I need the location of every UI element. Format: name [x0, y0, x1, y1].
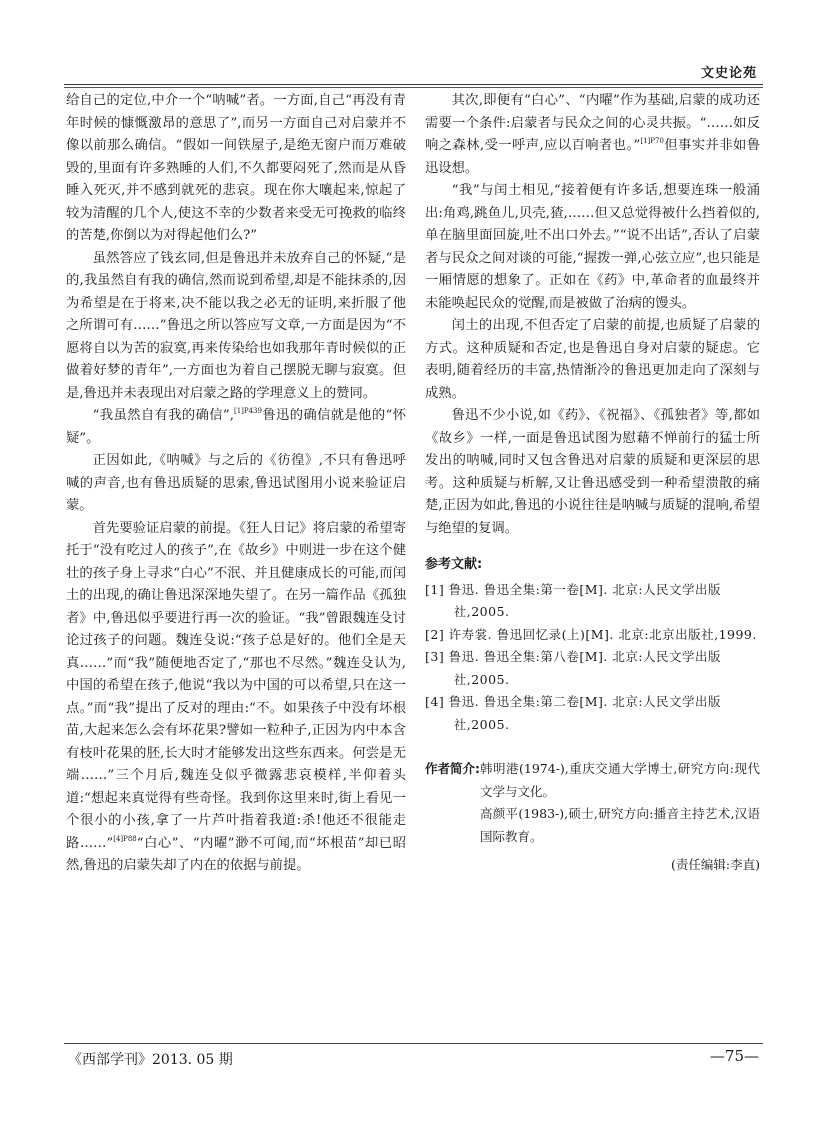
reference-item: [4] 鲁迅. 鲁迅全集:第二卷[M]. 北京:人民文学出版社,2005. [425, 694, 722, 732]
reference-item: [2] 许寿裳. 鲁迅回忆录(上)[M]. 北京:北京出版社,1999. [425, 626, 757, 642]
right-column [425, 90, 760, 970]
citation-ref: [1]P70 [640, 137, 664, 145]
page-number: —75— [709, 1047, 759, 1065]
editor-note: (责任编辑:李直) [671, 857, 760, 872]
footer-rule [64, 1043, 763, 1044]
left-column [66, 90, 406, 960]
author-info [425, 758, 760, 848]
section-tag: 文史论苑 [700, 66, 757, 81]
references-title: 参考文献: [425, 557, 483, 572]
citation-ref: [1]P439 [233, 407, 262, 415]
reference-item: [1] 鲁迅. 鲁迅全集:第一卷[M]. 北京:人民文学出版社,2005. [425, 581, 722, 619]
right-paragraph: 鲁迅不少小说,如《药》、《祝福》、《孤独者》等,都如《故乡》一样,一面是鲁迅试图为慰藉不惮前行的猛士所发出的呐喊,同时又包含鲁迅对启蒙的质疑和更深层的思考。这种质疑与析解,又让鲁迅感受到一种希望溃散的痛楚,正因为如此,鲁迅的小说往往是呐喊与质疑的混响,希望与绝望的复调。 [425, 408, 760, 536]
author-line-2: 高颜平(1983-),硕士,研究方向:播音主持艺术,汉语国际教育。 [480, 806, 760, 844]
citation-ref: [4]P88 [113, 834, 137, 843]
left-paragraph: 虽然答应了钱玄同,但是鲁迅并未放弃自己的怀疑,“是的,我虽然自有我的确信,然而说到希望,却是不能抹杀的,因为希望是在于将来,决不能以我之必无的证明,来折服了他之所谓可有……”鲁迅之所以答应写文章,一方面是因为“不愿将自以为苦的寂寞,再来传染给也如我那年青时候似的正做着好梦的青年”,一方面也为着自己摆脱无聊与寂寞。但是,鲁迅并未表现出对启蒙之路的学理意义上的赞同。 [66, 250, 406, 401]
reference-item: [3] 鲁迅. 鲁迅全集:第八卷[M]. 北京:人民文学出版社,2005. [425, 649, 722, 687]
journal-name: 《西部学刊》2013. 05 期 [68, 1052, 233, 1068]
header-rule-thin [64, 87, 763, 88]
left-paragraph: 首先要验证启蒙的前提。《狂人日记》将启蒙的希望寄托于“没有吃过人的孩子”,在《故乡》中则进一步在这个健壮的孩子身上寻求“白心”不泯、并且健康成长的可能,而闰土的出现,的确让鲁迅深深地失望了。在另一篇作品《孤独者》中,鲁迅似乎要进行再一次的验证。“我”曾跟魏连殳讨论过孩子的问题。魏连殳说:“孩子总是好的。他们全是天真……”而“我”随便地否定了,“那也不尽然。”魏连殳认为,中国的希望在孩子,他说“我以为中国的可以希望,只在这一点。”而“我”提出了反对的理由:“不。如果孩子中没有坏根苗,大起来怎么会有坏花果?譬如一粒种子,正因为内中本含有枝叶花果的胚,长大时才能够发出这些东西来。何尝是无端……”三个月后,魏连殳似乎微露悲哀模样,半仰着头道:“想起来真觉得有些奇怪。我到你这里来时,街上看见一个很小的小孩,拿了一片芦叶指着我道:杀!他还不很能走路……”$^{[4]P88}$“白心”、“内曜”渺不可闻,而“坏根苗”却已昭然,鲁迅的启蒙失却了内在的依据与前提。 [66, 520, 406, 873]
right-paragraph: 其次,即便有“白心”、“内曜”作为基础,启蒙的成功还需要一个条件:启蒙者与民众之间的心灵共振。“……如反响之森林,受一呼声,应以百响者也。”$^{[1]P70}$但事实并非如鲁迅设想。 [425, 93, 760, 176]
left-paragraph: 给自己的定位,中介一个“呐喊”者。一方面,自己“再没有青年时候的慷慨激昂的意思了”,而另一方面自己对启蒙并不像以前那么确信。“假如一间铁屋子,是绝无窗户而万难破毁的,里面有许多熟睡的人们,不久都要闷死了,然而是从昏睡入死灭,并不感到就死的悲哀。现在你大嚷起来,惊起了较为清醒的几个人,使这不幸的少数者来受无可挽救的临终的苦楚,你倒以为对得起他们么?” [66, 93, 406, 243]
author-label: 作者简介: [425, 761, 480, 776]
author-body [480, 758, 760, 848]
references-list [425, 579, 760, 737]
right-paragraph: “我”与闰土相见,“接着便有许多话,想要连珠一般涌出:角鸡,跳鱼儿,贝壳,猹,……但又总觉得被什么挡着似的,单在脑里面回旋,吐不出口外去。”“说不出话”,否认了启蒙者与民众之间对谈的可能,“握拨一弹,心弦立应”,也只能是一厢情愿的想象了。正如在《药》中,革命者的血最终并未能唤起民众的觉醒,而是被做了治病的馒头。 [425, 183, 760, 311]
left-paragraph: 正因如此,《呐喊》与之后的《彷徨》,不只有鲁迅呼喊的声音,也有鲁迅质疑的思索,鲁迅试图用小说来验证启蒙。 [66, 453, 406, 513]
right-paragraph: 闰土的出现,不但否定了启蒙的前提,也质疑了启蒙的方式。这种质疑和否定,也是鲁迅自身对启蒙的疑虑。它表明,随着经历的丰富,热情渐冷的鲁迅更加走向了深刻与成熟。 [425, 318, 760, 401]
header-rule [64, 84, 763, 85]
right-column-body [425, 90, 760, 540]
left-paragraph: “我虽然自有我的确信”,$^{[1]P439}$鲁迅的确信就是他的“怀疑”。 [66, 407, 406, 446]
author-line-1: 韩明港(1974-),重庆交通大学博士,研究方向:现代文学与文化。 [480, 761, 760, 799]
